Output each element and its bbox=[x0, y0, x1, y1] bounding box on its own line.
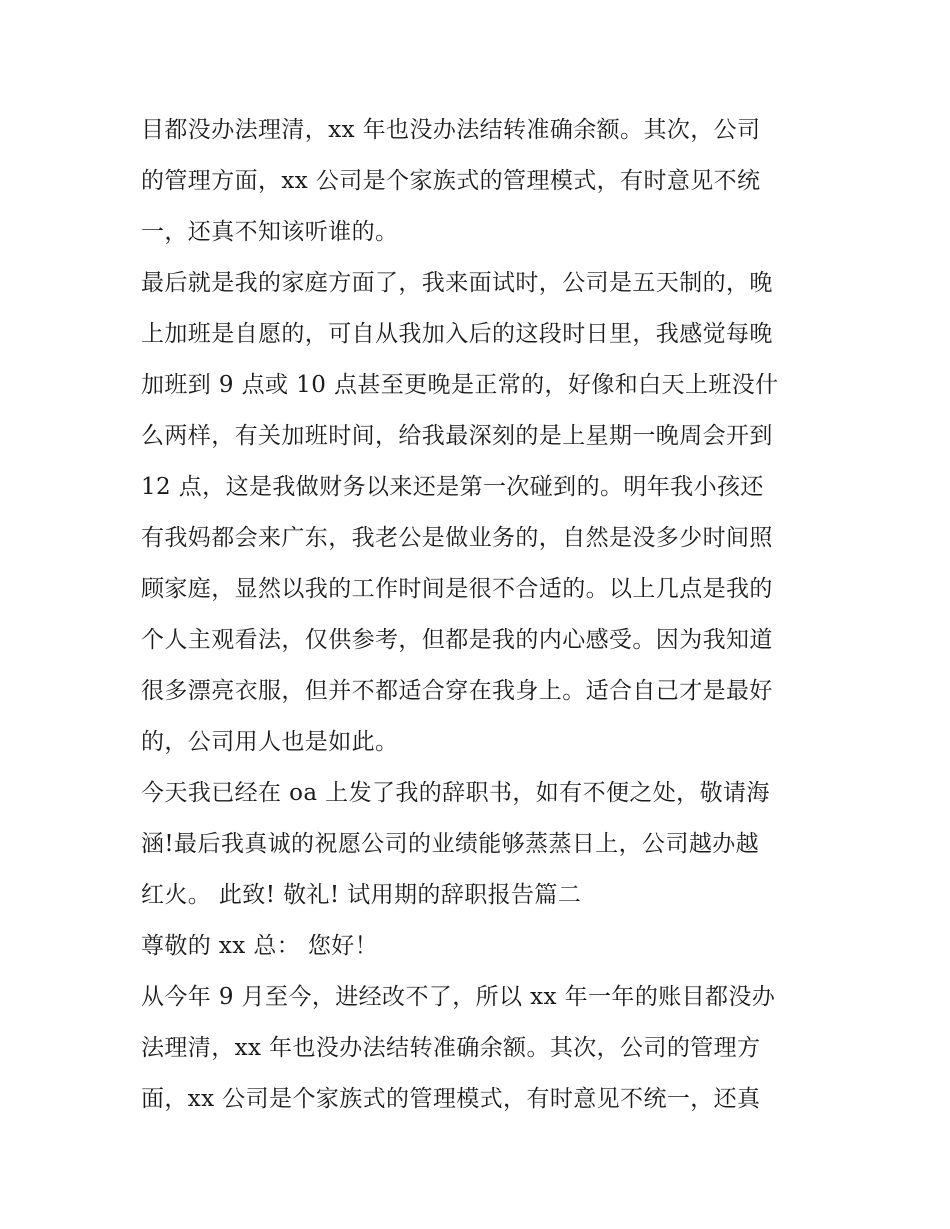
text-line: 么两样，有关加班时间，给我最深刻的是上星期一晚周会开到 bbox=[141, 423, 773, 449]
text-line: 目都没办法理清，xx 年也没办法结转准确余额。其次，公司 bbox=[141, 117, 761, 143]
text-line: 一，还真不知该听谁的。 bbox=[141, 219, 399, 245]
text-line: 12 点，这是我做财务以来还是第一次碰到的。明年我小孩还 bbox=[141, 474, 764, 500]
document-body bbox=[141, 108, 821, 1128]
text-line: 涵!最后我真诚的祝愿公司的业绩能够蒸蒸日上，公司越办越 bbox=[141, 831, 760, 857]
text-line: 很多漂亮衣服，但并不都适合穿在我身上。适合自己才是最好 bbox=[141, 678, 773, 704]
text-line: 加班到 9 点或 10 点甚至更晚是正常的，好像和白天上班没什 bbox=[141, 372, 779, 398]
text-line: 法理清，xx 年也没办法结转准确余额。其次，公司的管理方 bbox=[141, 1035, 761, 1061]
text-line: 的管理方面，xx 公司是个家族式的管理模式，有时意见不统 bbox=[141, 168, 761, 194]
text-line: 尊敬的 xx 总： 您好！ bbox=[141, 933, 379, 959]
text-line: 顾家庭，显然以我的工作时间是很不合适的。以上几点是我的 bbox=[141, 576, 773, 602]
text-line: 的，公司用人也是如此。 bbox=[141, 729, 399, 755]
text-line: 上加班是自愿的，可自从我加入后的这段时日里，我感觉每晚 bbox=[141, 321, 773, 347]
text-line: 有我妈都会来广东，我老公是做业务的，自然是没多少时间照 bbox=[141, 525, 773, 551]
text-line: 最后就是我的家庭方面了，我来面试时，公司是五天制的，晚 bbox=[141, 270, 773, 296]
text-line: 个人主观看法，仅供参考，但都是我的内心感受。因为我知道 bbox=[141, 627, 773, 653]
text-line: 从今年 9 月至今，进经改不了，所以 xx 年一年的账目都没办 bbox=[141, 984, 776, 1010]
text-line: 面，xx 公司是个家族式的管理模式，有时意见不统一，还真 bbox=[141, 1086, 761, 1112]
text-line: 今天我已经在 oa 上发了我的辞职书，如有不便之处，敬请海 bbox=[141, 780, 770, 806]
text-line: 红火。 此致! 敬礼! 试用期的辞职报告篇二 bbox=[141, 882, 582, 908]
